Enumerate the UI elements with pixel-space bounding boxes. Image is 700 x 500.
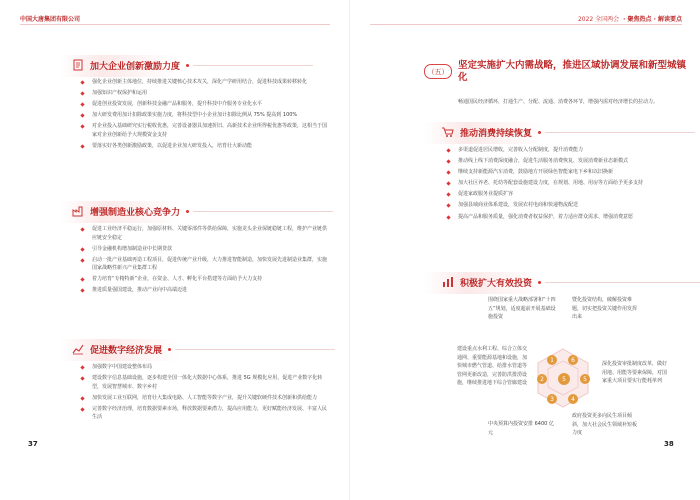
section-heading [70,341,335,357]
title-rule [193,65,313,66]
list-item: 多渠道促进居民增收，完善收入分配制度，提升消费能力 [444,146,684,155]
list-item: 着力培育“专精特新”企业，在资金、人才、孵化平台搭建等方面给予大力支持 [78,275,330,284]
list-item: 加强县域商业体系建设，发展农村电商和快递物流配送 [444,201,684,210]
page-number-right: 38 [664,440,674,448]
list-item: 完善数字经济治理，培育数据要素市场，释放数据要素潜力，提高应用能力，更好赋能经济发展、丰富人民生活 [78,405,330,422]
diagram-node-text: 中央预算内投资安排 6400 亿元 [488,421,554,436]
list-item: 加强数字中国建设整体布局 [78,363,330,372]
section-heading [440,124,695,140]
list-item: 启动一批产业基础再造工程项目，促进传统产业升级，大力推进智能制造，加快发展先进制造业集群，实施国家战略性新兴产业集群工程 [78,256,330,273]
title-rule [545,282,700,283]
diagram-node-marker: 2 [537,374,547,384]
diagram-node-marker: 6 [568,355,578,365]
chapter-title: 坚定实施扩大内需战略，推进区域协调发展和新型城镇化 [458,60,687,83]
list-item: 加大研发费用加计扣除政策实施力度，将科技型中小企业加计扣除比例从 75% 提高到 100% [78,111,330,120]
diagram-node-marker: 4 [568,394,578,404]
list-item: 要落实好各类创新激励政策，以促进企业加大研发投入，培育壮大新动能 [78,142,330,151]
chapter-intro: 畅通国民经济循环，打通生产、分配、流通、消费各环节，增强内需对经济增长的拉动力。 [458,99,659,105]
section-title: 增强制造业核心竞争力 [90,207,181,218]
list-item: 引导金融机构增加制造业中长期贷款 [78,245,330,254]
list-item: 提高产品和服务质量，强化消费者权益保护，着力适应群众需求、增强消费意愿 [444,213,684,222]
header-event [578,14,682,23]
chapter-badge: （五） [424,64,452,79]
diagram-node-marker: 5 [580,374,590,384]
section-title: 积极扩大有效投资 [460,278,533,289]
title-rule [175,349,335,350]
diagram-node-marker: 1 [547,355,557,365]
section-heading [70,203,333,219]
list-item: 促进工业经济平稳运行，加强原材料、关键零部件等供给保障，实施龙头企业保链稳链工程，维护产业链供应链安全稳定 [78,225,330,242]
shopping-cart-icon [440,124,456,140]
trend-chart-icon [70,341,86,357]
list-item: 推动线上线下消费深度融合，促进生活服务消费恢复，发展消费新业态新模式 [444,157,684,166]
header-event-slogan: · 聚焦热点 · 解读要点 [623,16,682,23]
title-dot [538,131,541,134]
bullet-list [78,78,330,153]
section-heading [440,274,700,290]
section-title: 促进数字经济发展 [90,345,163,356]
list-item: 加强知识产权保护和运用 [78,89,330,98]
section-title: 加大企业创新激励力度 [90,61,181,72]
header-event-title: 2022 全国两会 [577,16,620,23]
diagram-node-text: 暨化投资结构，破解投资难题，切实把投资关键作用发挥出来 [572,297,638,320]
section-title: 推动消费持续恢复 [460,128,533,139]
list-item: 强化企业创新主体地位，持续推进关键核心技术攻关，深化产学研用结合，促进科技成果转移转化 [78,78,330,87]
page-number-left: 37 [28,440,38,448]
title-rule [193,211,333,212]
bar-chart-icon [440,274,456,290]
diagram-node-text: 深化投资审批制度改革，做好用地、用能等要素保障，对国家重大项目要实行能耗单列 [602,361,668,384]
factory-icon [70,203,86,219]
diagram-node-text: 围绕国家重大战略部署和“十四五”规划，适度超前开展基础设施投资 [488,297,556,320]
diagram-node-text: 政府投资更多向民生项目倾斜，加大社会民生领域补短板力度 [572,413,638,436]
bullet-list [78,363,330,424]
list-item: 加大社区养老、托幼等配套设施建设力度，在规划、用地、用房等方面给予更多支持 [444,179,684,188]
list-item: 建设数字信息基础设施，逐步构建全国一体化大数据中心体系，推进 5G 规模化应用，促进产业数字化转型，发展智慧城市、数字乡村 [78,374,330,391]
title-dot [168,348,171,351]
document-icon [70,57,86,73]
section-heading [70,57,313,73]
diagram-node-marker: 3 [547,394,557,404]
title-rule [545,132,695,133]
header-org-name: 中国大唐集团有限公司 [20,16,81,23]
header-rule-left [20,24,330,25]
list-item: 对企业投入基础研究实行税收优惠，完善设备器具加速折旧、高新技术企业所得税优惠等政策，这相当于国家对企业创新给予大规模资金支持 [78,122,330,139]
bullet-list [444,146,684,224]
list-item: 加快发展工业互联网，培育壮大集成电路、人工智能等数字产业，提升关键软硬件技术创新和供给能力 [78,394,330,403]
list-item: 促进创业投资发展，创新科技金融产品和服务，提升科技中介服务专业化水平 [78,100,330,109]
diagram-node-text: 建设重点水利工程、综合立体交通网、重要能源基地和设施，加快城市燃气管道、给排水管道等管网更新改造，完善防洪排涝设施，继续推进地下综合管廊建设 [457,346,528,386]
title-dot [538,281,541,284]
list-item: 推进质量强国建设，推动产业向中高端迈进 [78,286,330,295]
page-fold [349,0,350,500]
header-rule-right [370,24,682,25]
bullet-list [78,225,330,297]
diagram-center: 5 [558,373,570,385]
title-dot [186,210,189,213]
list-item: 促进家政服务业提质扩容 [444,190,684,199]
title-dot [186,64,189,67]
list-item: 继续支持新能源汽车消费，鼓励地方开展绿色智能家电下乡和以旧换新 [444,168,684,177]
